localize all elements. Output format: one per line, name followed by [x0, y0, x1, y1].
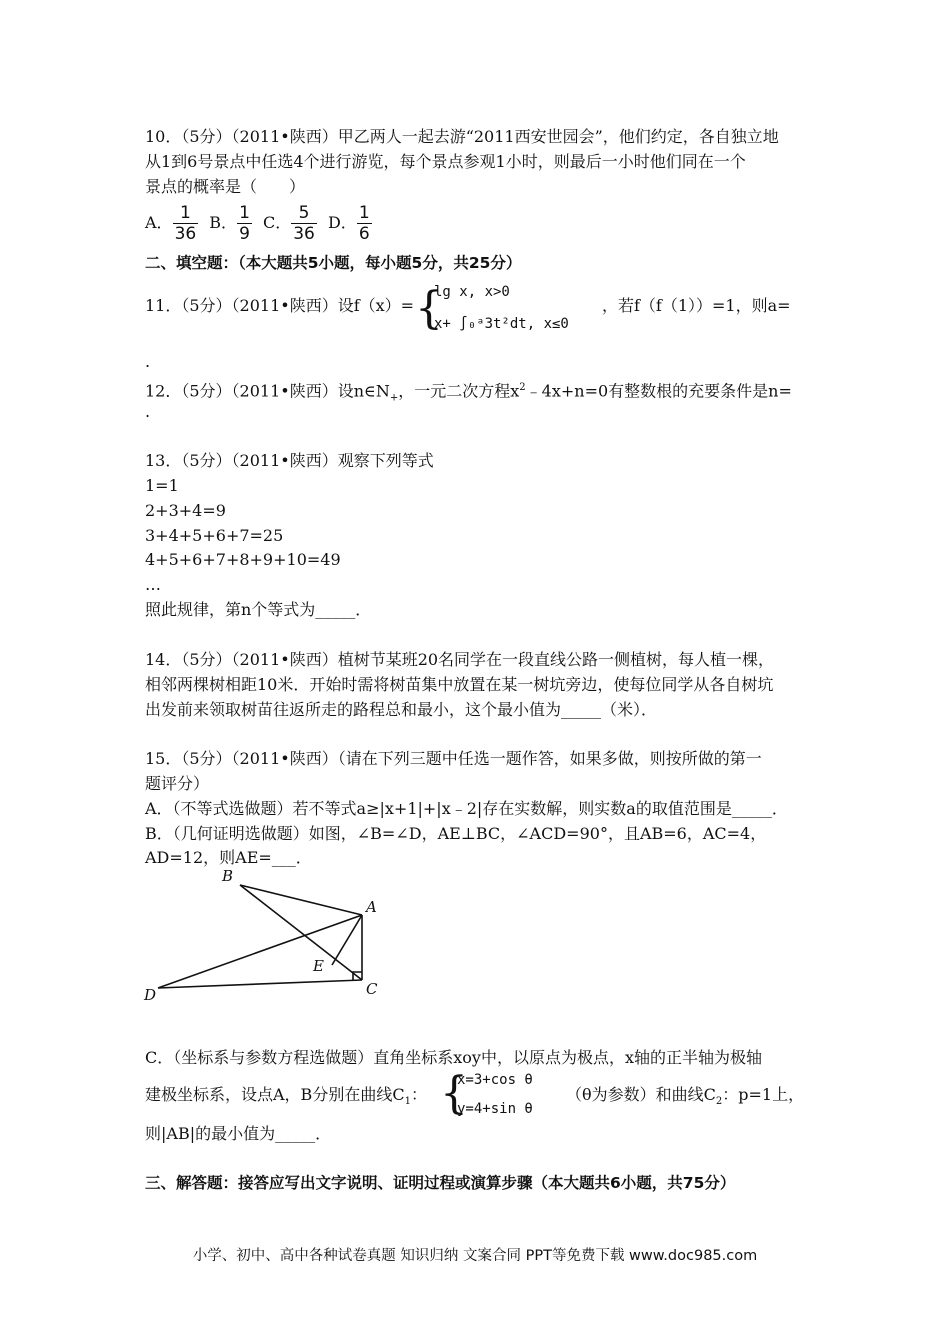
q11-end: .: [145, 352, 151, 371]
q15-c-line3: 则|AB|的最小值为_____．: [145, 1124, 332, 1143]
q10-line3: 景点的概率是（ ）: [145, 177, 306, 196]
label-b: B: [222, 867, 234, 885]
q14-line1: 14．（5分）（2011•陕西）植树节某班20名同学在一段直线公路一侧植树，每人植一棵，: [145, 650, 775, 669]
q14-line2: 相邻两棵树相距10米．开始时需将树苗集中放置在某一树坑旁边，使每位同学从各自树坑: [145, 675, 774, 694]
segment-ae: [332, 915, 362, 965]
q13-eq3: 3+4+5+6+7=25: [145, 526, 284, 545]
q15-b-line2: AD=12，则AE=___．: [145, 848, 312, 867]
q15-a-line: A．（不等式选做题）若不等式a≥|x+1|+|x﹣2|存在实数解，则实数a的取值范围是_____．: [145, 799, 788, 818]
fraction: $\frac{1}{9}$: [239, 203, 250, 244]
section3-title: 三、解答题：接答应写出文字说明、证明过程或演算步骤（本大题共6小题，共75分）: [145, 1174, 736, 1192]
q10-option-b: B． $\frac{1}{9}$: [209, 203, 250, 244]
segment-da: [158, 915, 362, 988]
fraction: $\frac{1}{36}$: [174, 203, 197, 244]
q11-brace: {: [415, 283, 443, 334]
q15-line2: 题评分）: [145, 774, 210, 793]
section2-title: 二、填空题：（本大题共5小题，每小题5分，共25分）: [145, 254, 522, 272]
q12-line: 12．（5分）（2011•陕西）设$n\in N_+$，一元二次方程$x^2﹣4x+n=0$有整数根的充要条件是n=: [145, 381, 792, 404]
q10-line2: 从1到6号景点中任选4个进行游览，每个景点参观1小时，则最后一小时他们同在一个: [145, 152, 746, 171]
q13-last: 照此规律，第n个等式为_____．: [145, 600, 372, 619]
q11-case2: x+ ∫₀ᵃ3t²dt, x≤0: [434, 316, 569, 332]
q10-line1: 10．（5分）（2011•陕西）甲乙两人一起去游“2011西安世园会”，他们约定，各自独立地: [145, 127, 779, 146]
q15-c-line1: C．（坐标系与参数方程选做题）直角坐标系xoy中，以原点为极点，x轴的正半轴为极轴: [145, 1048, 762, 1067]
q15-c-line2-suffix: （θ为参数）和曲线$C_2$：p=1上，: [566, 1085, 805, 1108]
label-d: D: [144, 986, 157, 1004]
q13-eq1: 1=1: [145, 476, 179, 495]
geometry-figure: [140, 866, 390, 1006]
q10-option-d: D． $\frac{1}{6}$: [327, 203, 370, 244]
q15-c-case2: y=4+sin θ: [457, 1101, 533, 1117]
q10-option-a: A． $\frac{1}{36}$: [145, 203, 197, 244]
q15-c-brace: {: [440, 1068, 468, 1119]
q13-dots: …: [145, 575, 161, 594]
q10-options: [145, 203, 378, 244]
footer: 小学、初中、高中各种试卷真题 知识归纳 文案合同 PPT等免费下载 www.doc985.com: [192, 1248, 758, 1264]
label-a: A: [366, 898, 377, 916]
q13-title: 13．（5分）（2011•陕西）观察下列等式: [145, 451, 434, 470]
segment-dc: [158, 980, 362, 988]
fraction: $\frac{1}{6}$: [358, 203, 370, 244]
q12-end: .: [145, 402, 151, 421]
q15-c-case1: x=3+cos θ: [457, 1072, 533, 1088]
q11-suffix: ，若f（f（1））=1，则a=: [602, 296, 791, 315]
q15-c-line2-prefix: 建极坐标系，设点A，B分别在曲线$C_1$：: [145, 1085, 427, 1108]
q13-eq2: 2+3+4=9: [145, 501, 226, 520]
q10-option-c: C． $\frac{5}{36}$: [262, 203, 315, 244]
label-c: C: [366, 980, 378, 998]
q14-line3: 出发前来领取树苗往返所走的路程总和最小，这个最小值为_____（米）．: [145, 700, 658, 719]
fraction: $\frac{5}{36}$: [293, 203, 315, 244]
label-e: E: [313, 957, 324, 975]
q13-eq4: 4+5+6+7+8+9+10=49: [145, 550, 341, 569]
q11-prefix: 11．（5分）（2011•陕西）设f（x）=: [145, 296, 415, 315]
q15-b-line1: B．（几何证明选做题）如图，∠B=∠D，AE⊥BC，∠ACD=90°，且AB=6，AC=4，: [145, 824, 767, 843]
q15-line1: 15．（5分）（2011•陕西）（请在下列三题中任选一题作答，如果多做，则按所做的第一: [145, 749, 762, 768]
q11-case1: lg x, x>0: [434, 284, 510, 300]
